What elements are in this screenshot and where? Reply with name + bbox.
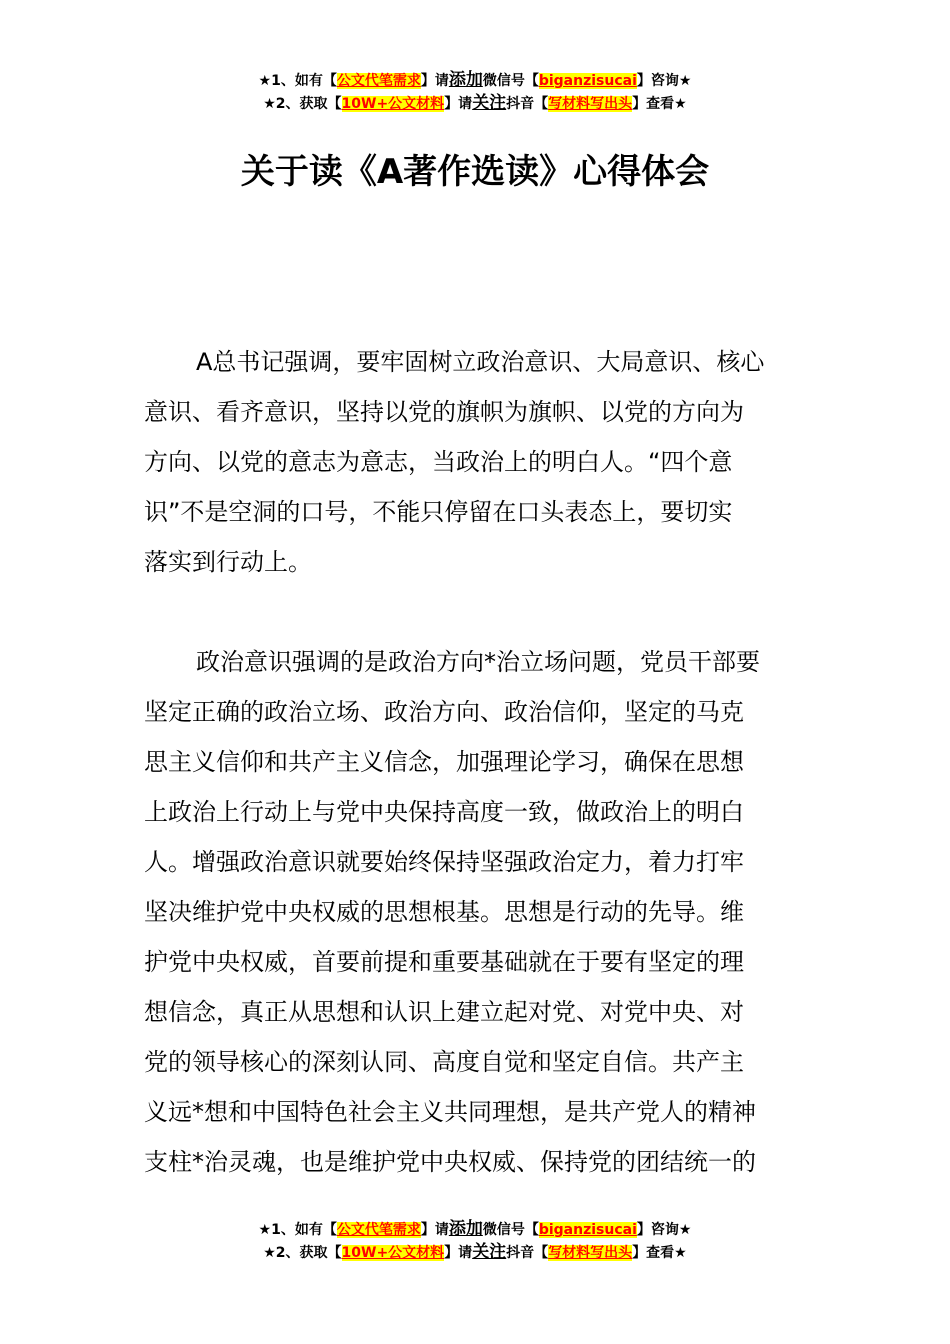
banner-highlight-materials: 10W+公文材料 xyxy=(341,1245,445,1261)
banner-emphasis: 关注 xyxy=(472,93,507,113)
banner-text: 】查看★ xyxy=(632,1245,687,1261)
paragraph-line: 思主义信仰和共产主义信念，加强理论学习，确保在思想 xyxy=(144,748,744,776)
banner-highlight-service: 公文代笔需求 xyxy=(336,1222,421,1238)
paragraph-line: 坚定正确的政治立场、政治方向、政治信仰，坚定的马克 xyxy=(144,698,744,726)
paragraph-line: A总书记强调，要牢固树立政治意识、大局意识、核心 xyxy=(196,348,765,376)
banner-highlight-materials: 10W+公文材料 xyxy=(341,96,445,112)
banner-emphasis: 关注 xyxy=(472,1242,507,1262)
paragraph-line: 坚决维护党中央权威的思想根基。思想是行动的先导。维 xyxy=(144,898,744,926)
banner-highlight-douyin: 写材料写出头 xyxy=(548,1245,633,1261)
banner-emphasis: 添加 xyxy=(448,70,483,90)
banner-highlight-wechat: biganzisucai xyxy=(538,1222,637,1238)
banner-text: ★1、如有【 xyxy=(258,1222,337,1238)
paragraph-line: 想信念，真正从思想和认识上建立起对党、对党中央、对 xyxy=(144,998,744,1026)
banner-line-1 xyxy=(0,69,950,92)
banner-line-2 xyxy=(0,92,950,115)
paragraph-line: 护党中央权威，首要前提和重要基础就在于要有坚定的理 xyxy=(144,948,744,976)
banner-emphasis: 添加 xyxy=(448,1219,483,1239)
banner-text: ★2、获取【 xyxy=(263,96,342,112)
banner-text: 抖音【 xyxy=(506,1245,549,1261)
banner-highlight-wechat: biganzisucai xyxy=(538,73,637,89)
banner-text: 】请 xyxy=(420,1222,449,1238)
banner-line-1 xyxy=(0,1218,950,1241)
paragraph-2 xyxy=(144,637,808,1187)
paragraph-line: 落实到行动上。 xyxy=(144,548,312,576)
banner-text: ★1、如有【 xyxy=(258,73,337,89)
banner-text: 】请 xyxy=(444,1245,473,1261)
banner-text: 】请 xyxy=(420,73,449,89)
banner-text: 】查看★ xyxy=(632,96,687,112)
paragraph-1 xyxy=(144,337,808,587)
banner-text: 】咨询★ xyxy=(636,1222,692,1238)
paragraph-line: 上政治上行动上与党中央保持高度一致，做政治上的明白 xyxy=(144,798,744,826)
banner-text: 微信号【 xyxy=(482,1222,539,1238)
paragraph-line: 方向、以党的意志为意志，当政治上的明白人。“四个意 xyxy=(144,448,733,476)
paragraph-line: 党的领导核心的深刻认同、高度自觉和坚定自信。共产主 xyxy=(144,1048,744,1076)
paragraph-line: 支柱*治灵魂，也是维护党中央权威、保持党的团结统一的 xyxy=(144,1148,756,1176)
header-banner xyxy=(0,69,950,115)
paragraph-line: 人。增强政治意识就要始终保持坚强政治定力，着力打牢 xyxy=(144,848,744,876)
banner-text: 】咨询★ xyxy=(636,73,692,89)
banner-text: ★2、获取【 xyxy=(263,1245,342,1261)
document-title: 关于读《A著作选读》心得体会 xyxy=(240,152,710,192)
banner-line-2 xyxy=(0,1241,950,1264)
paragraph-line: 政治意识强调的是政治方向*治立场问题，党员干部要 xyxy=(196,648,760,676)
banner-text: 抖音【 xyxy=(506,96,549,112)
paragraph-line: 意识、看齐意识，坚持以党的旗帜为旗帜、以党的方向为 xyxy=(144,398,744,426)
banner-text: 微信号【 xyxy=(482,73,539,89)
footer-banner xyxy=(0,1218,950,1264)
banner-highlight-service: 公文代笔需求 xyxy=(336,73,421,89)
paragraph-line: 识”不是空洞的口号，不能只停留在口头表态上，要切实 xyxy=(144,498,733,526)
banner-highlight-douyin: 写材料写出头 xyxy=(548,96,633,112)
paragraph-line: 义远*想和中国特色社会主义共同理想，是共产党人的精神 xyxy=(144,1098,756,1126)
banner-text: 】请 xyxy=(444,96,473,112)
